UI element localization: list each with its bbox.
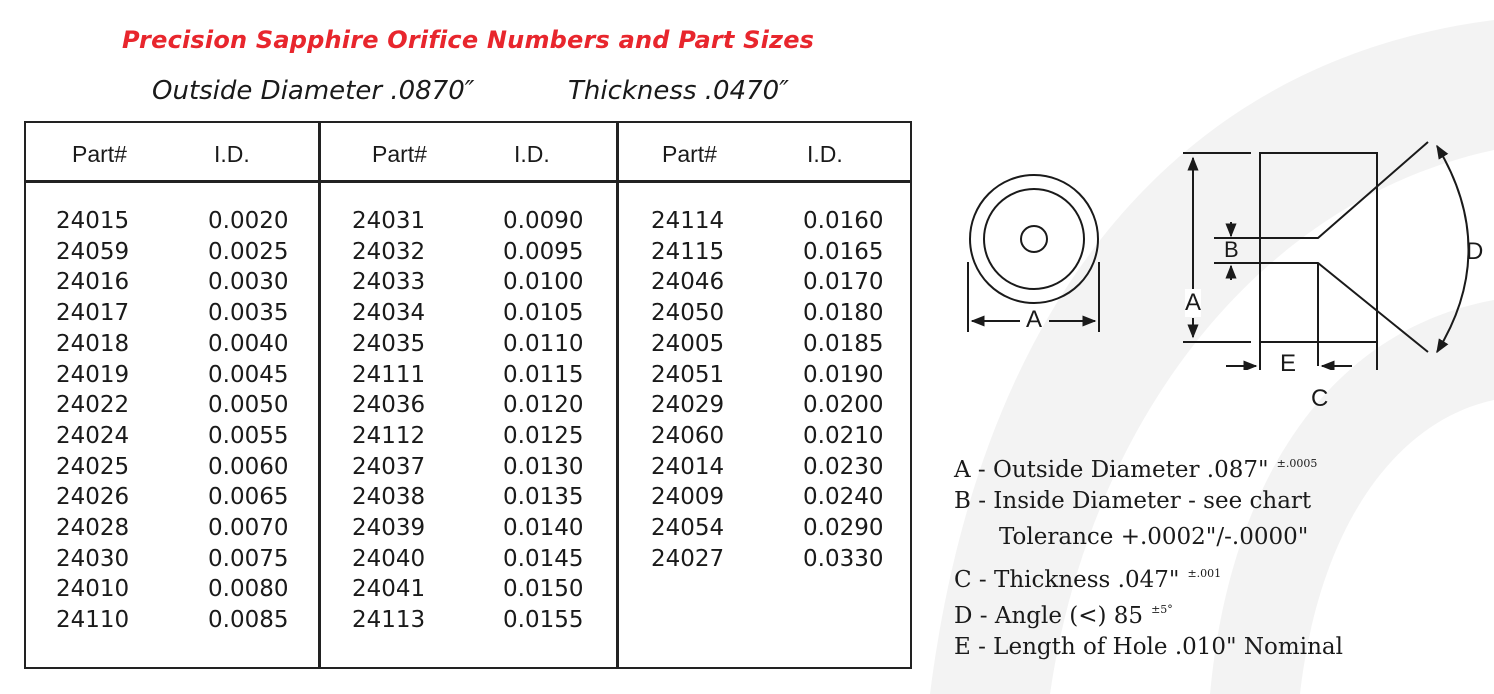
inside-diameter-cell: 0.0170 [803,269,884,296]
inside-diameter-cell: 0.0040 [208,330,289,357]
inside-diameter-cell: 0.0115 [503,361,584,388]
legend-item-b: B - Inside Diameter - see chart [954,487,1312,514]
inside-diameter-cell: 0.0210 [803,422,884,449]
part-number-cell: 24114 [651,208,725,234]
part-number-cell: 24009 [651,484,725,511]
part-number-cell: 24112 [352,422,426,449]
inside-diameter-cell: 0.0055 [208,422,289,449]
inside-diameter-cell: 0.0060 [208,453,289,480]
id-list [208,206,288,636]
header-id-col2: I.D. [514,141,550,167]
id-list [503,206,583,636]
label-c: C [1311,385,1329,412]
inside-diameter-cell: 0.0150 [503,576,584,603]
part-number-cell: 24026 [56,484,130,511]
inside-diameter-cell: 0.0050 [208,392,289,419]
inside-diameter-cell: 0.0065 [208,484,289,511]
inside-diameter-cell: 0.0070 [208,515,289,542]
part-number-cell: 24028 [56,515,130,542]
orifice-hole [1021,226,1047,252]
inside-diameter-cell: 0.0105 [503,300,584,327]
part-number-cell: 24027 [651,545,725,572]
inside-diameter-cell: 0.0160 [803,208,884,234]
part-number-cell: 24054 [651,515,725,542]
id-list [803,206,883,574]
part-number-cell: 24036 [352,392,426,419]
inside-diameter-cell: 0.0135 [503,484,584,511]
part-number-cell: 24017 [56,300,130,327]
part-number-cell: 24024 [56,422,130,449]
part-number-cell: 24031 [352,208,426,234]
inside-diameter-cell: 0.0085 [208,607,289,634]
outside-diameter-spec: Outside Diameter .0870″ [152,76,475,106]
inside-diameter-cell: 0.0200 [803,392,884,419]
header-part-col3: Part# [662,141,717,167]
part-number-cell: 24060 [651,422,725,449]
legend-item-c: C - Thickness .047" $^{\pm.001}$ [954,566,1222,593]
column-divider [616,123,619,667]
header-id-col3: I.D. [807,141,843,167]
legend-item-b-tolerance: Tolerance +.0002"/-.0000" [999,524,1309,550]
part-number-cell: 24005 [651,330,725,357]
orifice-dimension-diagram [940,140,1494,370]
part-number-cell: 24110 [56,607,130,634]
inside-diameter-cell: 0.0090 [503,208,584,234]
part-number-cell: 24025 [56,453,130,480]
inside-diameter-cell: 0.0230 [803,453,884,480]
part-number-cell: 24033 [352,269,426,296]
inside-diameter-cell: 0.0095 [503,238,584,265]
label-d: D [1466,238,1484,265]
part-number-cell: 24029 [651,392,725,419]
part-number-cell: 24046 [651,269,725,296]
inside-diameter-cell: 0.0100 [503,269,584,296]
header-id-col1: I.D. [214,141,250,167]
inside-diameter-cell: 0.0290 [803,515,884,542]
label-a-front: A [1026,306,1043,333]
inside-diameter-cell: 0.0165 [803,238,884,265]
inside-diameter-cell: 0.0125 [503,422,584,449]
inside-diameter-cell: 0.0030 [208,269,289,296]
inside-diameter-cell: 0.0190 [803,361,884,388]
page-title: Precision Sapphire Orifice Numbers and Part Sizes [122,26,815,54]
inside-diameter-cell: 0.0080 [208,576,289,603]
inner-ring [984,189,1084,289]
part-number-cell: 24022 [56,392,130,419]
inside-diameter-cell: 0.0045 [208,361,289,388]
inside-diameter-cell: 0.0180 [803,300,884,327]
orifice-part-table [24,121,912,669]
part-number-cell: 24041 [352,576,426,603]
inside-diameter-cell: 0.0330 [803,545,884,572]
part-number-cell: 24038 [352,484,426,511]
inside-diameter-cell: 0.0130 [503,453,584,480]
inside-diameter-cell: 0.0035 [208,300,289,327]
part-number-cell: 24113 [352,607,426,634]
part-list [651,206,724,574]
inside-diameter-cell: 0.0140 [503,515,584,542]
header-rule [26,180,910,183]
label-a-side: A [1185,289,1202,316]
thickness-spec: Thickness .0470″ [568,76,789,106]
part-number-cell: 24034 [352,300,426,327]
legend-item-d: D - Angle (<) 85 $^{\pm 5^\circ}$ [954,603,1173,629]
part-number-cell: 24115 [651,238,725,265]
inside-diameter-cell: 0.0025 [208,238,289,265]
part-number-cell: 24019 [56,361,130,388]
part-list [56,206,129,636]
part-number-cell: 24016 [56,269,130,296]
part-number-cell: 24015 [56,208,130,234]
dimension-legend-list [954,446,1343,665]
legend-item-a: A - Outside Diameter .087" $^{\pm.0005}$ [954,457,1318,483]
inside-diameter-cell: 0.0020 [208,208,289,234]
part-number-cell: 24040 [352,545,426,572]
part-number-cell: 24039 [352,515,426,542]
column-divider [318,123,321,667]
inside-diameter-cell: 0.0120 [503,392,584,419]
legend-item-e: E - Length of Hole .010" Nominal [954,633,1343,660]
outer-circle [970,175,1098,303]
inside-diameter-cell: 0.0110 [503,330,584,357]
part-number-cell: 24050 [651,300,725,327]
inside-diameter-cell: 0.0145 [503,545,584,572]
inside-diameter-cell: 0.0185 [803,330,884,357]
part-list [352,206,425,636]
part-number-cell: 24035 [352,330,426,357]
header-part-col1: Part# [72,141,127,167]
label-e: E [1280,350,1297,377]
part-number-cell: 24030 [56,545,130,572]
inside-diameter-cell: 0.0155 [503,607,584,634]
inside-diameter-cell: 0.0240 [803,484,884,511]
part-number-cell: 24032 [352,238,426,265]
header-part-col2: Part# [372,141,427,167]
part-number-cell: 24037 [352,453,426,480]
part-number-cell: 24014 [651,453,725,480]
part-number-cell: 24010 [56,576,130,603]
part-number-cell: 24111 [352,361,426,388]
part-number-cell: 24018 [56,330,130,357]
part-number-cell: 24051 [651,361,725,388]
inside-diameter-cell: 0.0075 [208,545,289,572]
label-b: B [1224,237,1239,262]
part-number-cell: 24059 [56,238,130,265]
